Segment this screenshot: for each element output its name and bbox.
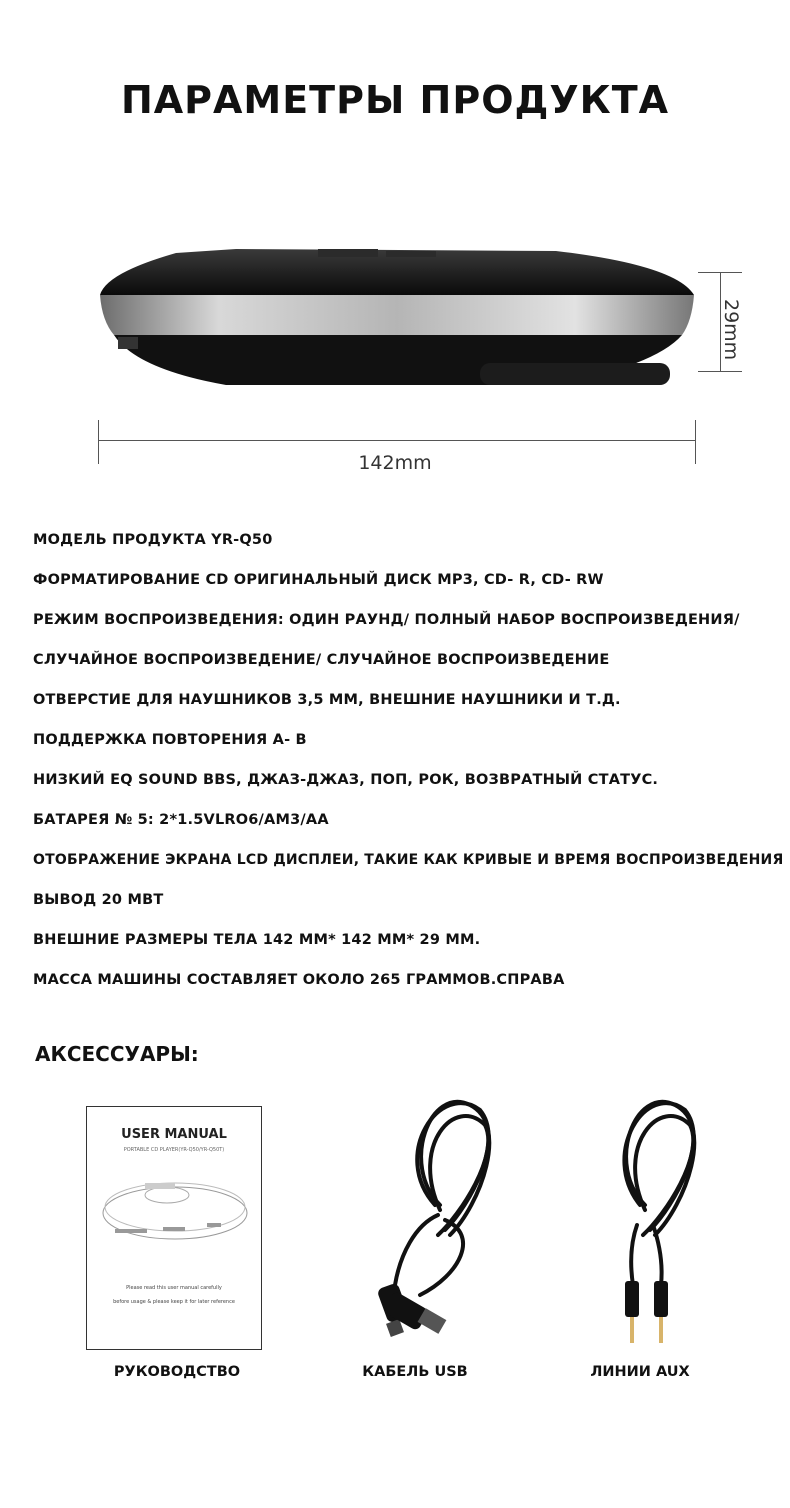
accessory-label-manual: РУКОВОДСТВО [113,1364,241,1380]
accessory-label-usb: КАБЕЛЬ USB [362,1364,468,1380]
spec-line: НИЗКИЙ EQ SOUND BBS, ДЖАЗ-ДЖАЗ, ПОП, РОК, ВОЗВРАТНЫЙ СТАТУС. [33,772,659,788]
manual-subtitle: PORTABLE CD PLAYER(YR-Q50/YR-Q50T) [123,1147,225,1153]
page-title: ПАРАМЕТРЫ ПРОДУКТА [120,78,670,122]
spec-line: ВЫВОД 20 МВТ [33,892,164,908]
spec-line: ФОРМАТИРОВАНИЕ CD ОРИГИНАЛЬНЫЙ ДИСК MP3, CD- R, CD- RW [33,572,604,588]
usb-cable-image [360,1085,510,1355]
spec-line: БАТАРЕЯ № 5: 2*1.5VLRO6/AM3/AA [33,812,329,828]
aux-cable-image [575,1085,725,1355]
accessory-label-aux: ЛИНИИ AUX [590,1364,690,1380]
manual-note: Please read this user manual carefully [126,1285,222,1291]
height-label: 29mm [720,299,742,361]
spec-line: ПОДДЕРЖКА ПОВТОРЕНИЯ А- В [33,732,307,748]
spec-line: МОДЕЛЬ ПРОДУКТА YR-Q50 [33,532,273,548]
spec-line: СЛУЧАЙНОЕ ВОСПРОИЗВЕДЕНИЕ/ СЛУЧАЙНОЕ ВОСПРОИЗВЕДЕНИЕ [33,652,610,668]
manual-note: before usage & please keep it for later reference [113,1299,235,1305]
width-label: 142mm [358,452,432,474]
spec-line: РЕЖИМ ВОСПРОИЗВЕДЕНИЯ: ОДИН РАУНД/ ПОЛНЫЙ НАБОР ВОСПРОИЗВЕДЕНИЯ/ [33,612,740,628]
manual-player-illustration [97,1177,253,1257]
spec-line: ОТВЕРСТИЕ ДЛЯ НАУШНИКОВ 3,5 ММ, ВНЕШНИЕ НАУШНИКИ И Т.Д. [33,692,621,708]
cd-player-side-image [96,245,702,405]
spec-line: ВНЕШНИЕ РАЗМЕРЫ ТЕЛА 142 ММ* 142 ММ* 29 ММ. [33,932,481,948]
accessories-title: АКСЕССУАРЫ: [35,1042,199,1066]
spec-line: ОТОБРАЖЕНИЕ ЭКРАНА LCD ДИСПЛЕИ, ТАКИЕ КАК КРИВЫЕ И ВРЕМЯ ВОСПРОИЗВЕДЕНИЯ [33,852,784,868]
manual-title: USER MANUAL [121,1127,227,1142]
spec-line: МАССА МАШИНЫ СОСТАВЛЯЕТ ОКОЛО 265 ГРАММОВ.СПРАВА [33,972,565,988]
user-manual-image [86,1106,262,1350]
